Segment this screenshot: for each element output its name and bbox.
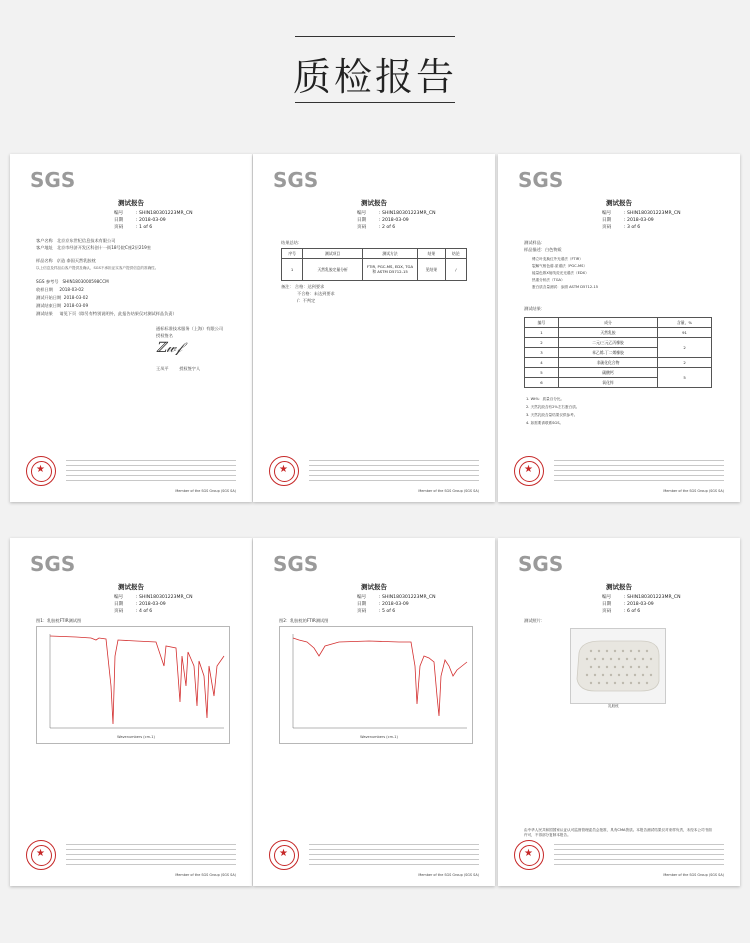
ftir-spectrum-1 (36, 626, 230, 744)
method-2: 裂解气相色谱-质谱法（PGC-MS） (532, 264, 587, 268)
sample-note: 以上信息及样品由客户提供及确认，SGS不承担证实客户提供信息的准确性。 (36, 266, 159, 270)
page-footer (269, 456, 479, 493)
company: 通标标准技术服务（上海）有限公司 (156, 326, 224, 331)
intro-2: 样品描述：白色物质 (524, 247, 562, 252)
client: 客户名称 北京京东世纪信息技术有限公司 (36, 238, 116, 243)
stamp-icon (26, 456, 56, 486)
company-sign: 授权签名 (156, 333, 173, 338)
sgs-logo: SGS (30, 552, 76, 576)
figure-caption: 图1：乳胶枕FTIR测试图 (36, 618, 82, 623)
sample-name: 样品名称 京造 泰国天然乳胶枕 (36, 258, 96, 263)
p3-note-2: 2. 天然乳胶含有2%左右蛋白质。 (526, 405, 580, 409)
report-title: 测试报告 (606, 583, 632, 591)
pillow-image (571, 629, 665, 703)
report-meta: 编号 : SHIN180301223MR_CN 日期 : 2018-03-09 页码 : 5 of 6 (357, 595, 436, 614)
recv-date: 收样日期 2018-03-02 (36, 287, 84, 292)
report-page-1[interactable] (10, 154, 252, 502)
signature: ℤ𝓌𝒻 (156, 340, 183, 356)
method-4: 热重分析法（TGA） (532, 278, 565, 282)
report-title: 测试报告 (118, 199, 144, 207)
member-text: Member of the SGS Group (SGS SA) (175, 873, 236, 877)
member-text: Member of the SGS Group (SGS SA) (663, 873, 724, 877)
member-text: Member of the SGS Group (SGS SA) (418, 873, 479, 877)
stamp-icon (26, 840, 56, 870)
page-footer (26, 456, 236, 493)
photo-label: 测试照片： (524, 618, 545, 623)
svg-text:Wavenumbers (cm-1): Wavenumbers (cm-1) (117, 735, 155, 739)
test-end: 测试结束日期 2018-03-09 (36, 303, 89, 308)
method-3: 能量色散X射线荧光光谱法（EDX） (532, 271, 589, 275)
stamp-icon (514, 456, 544, 486)
member-text: Member of the SGS Group (SGS SA) (418, 489, 479, 493)
figure-caption: 图2：乳胶枕的FTIR测试图 (279, 618, 329, 623)
signer: 王凤平 授权签字人 (156, 366, 201, 371)
page-footer (269, 840, 479, 877)
stamp-icon (514, 840, 544, 870)
report-page-4[interactable] (10, 538, 252, 886)
report-meta: 编号 : SHIN180301223MR_CN 日期 : 2018-03-09 页码 : 2 of 6 (357, 211, 436, 230)
result-note: 测试结果 请见下页（除另有特别说明外，此报告结果仅对测试样品负责） (36, 311, 177, 316)
member-text: Member of the SGS Group (SGS SA) (663, 489, 724, 493)
stamp-icon (269, 840, 299, 870)
p3-note-1: 1. Wt%：质量百分比。 (526, 397, 565, 401)
method-1: 傅立叶变换红外光谱法（FTIR） (532, 257, 583, 261)
address: 客户地址 北京市经济开发区科创十一街18号院C座2层219室 (36, 245, 152, 250)
sgs-logo: SGS (518, 168, 564, 192)
intro-1: 测试样品： (524, 240, 545, 245)
report-page-6[interactable] (498, 538, 740, 886)
report-meta: 编号 : SHIN180301223MR_CN 日期 : 2018-03-09 页码 : 6 of 6 (602, 595, 681, 614)
sgs-no: SGS 参考号 SHIN1803000598CCM (36, 279, 109, 284)
sample-caption: 乳胶枕 (608, 704, 619, 708)
report-meta: 编号 : SHIN180301223MR_CN 日期 : 2018-03-09 页码 : 3 of 6 (602, 211, 681, 230)
page-title: 质检报告 (292, 55, 457, 99)
stamp-icon (269, 456, 299, 486)
note-2: 不合格：未达到要求 (297, 291, 335, 296)
report-title: 测试报告 (606, 199, 632, 207)
report-page-5[interactable] (253, 538, 495, 886)
result-summary-label: 结果总结： (281, 240, 302, 245)
result-title: 测试结果： (524, 306, 545, 311)
page-footer (514, 840, 724, 877)
result-table: 编号 成分 含量，% 1 天然乳胶 91 2 二元/三元乙丙橡胶 2 3 苯乙烯-丁二烯橡胶 4 非硫化化合物 2 5 碳酸钙 5 6 氧化锌 (524, 317, 712, 388)
cma-note: 由中华人民共和国国家认证认可监督管理委员会批准，具有CMA资质。本报告测试结果仅对来样负责，未经本公司书面许可，不得部分复制本报告。 (524, 828, 712, 837)
report-title: 测试报告 (361, 199, 387, 207)
report-meta: 编号 : SHIN180301223MR_CN 日期 : 2018-03-09 页码 : 1 of 6 (114, 211, 193, 230)
sgs-logo: SGS (30, 168, 76, 192)
report-page-3[interactable] (498, 154, 740, 502)
report-title: 测试报告 (361, 583, 387, 591)
report-page-2[interactable] (253, 154, 495, 502)
sgs-logo: SGS (273, 552, 319, 576)
p3-note-4: 4. 如需要请联系SGS。 (526, 421, 564, 425)
title-rule-bottom (295, 102, 455, 103)
title-rule-top (295, 36, 455, 37)
summary-table: 序号 测试项目 测试方法 结果 结论 1 天然乳胶定量分析 FTIR, PGC-MS, EDX, TGA 和 ASTM D5712-15 见结果 / (281, 248, 467, 281)
page-footer (26, 840, 236, 877)
note-1: 备注： 合格：达到要求 (281, 284, 325, 289)
sample-photo (570, 628, 666, 704)
sgs-logo: SGS (518, 552, 564, 576)
note-3: /：不判定 (297, 298, 316, 303)
sgs-logo: SGS (273, 168, 319, 192)
ftir-spectrum-2 (279, 626, 473, 744)
member-text: Member of the SGS Group (SGS SA) (175, 489, 236, 493)
test-start: 测试开始日期 2018-03-02 (36, 295, 89, 300)
method-5: 蛋白质含量测试：参照 ASTM D5712-15 (532, 285, 599, 289)
report-title: 测试报告 (118, 583, 144, 591)
report-meta: 编号 : SHIN180301223MR_CN 日期 : 2018-03-09 页码 : 4 of 6 (114, 595, 193, 614)
svg-text:Wavenumbers (cm-1): Wavenumbers (cm-1) (360, 735, 398, 739)
p3-note-3: 3. 天然乳胶含量结果仅供参考。 (526, 413, 578, 417)
page-footer (514, 456, 724, 493)
